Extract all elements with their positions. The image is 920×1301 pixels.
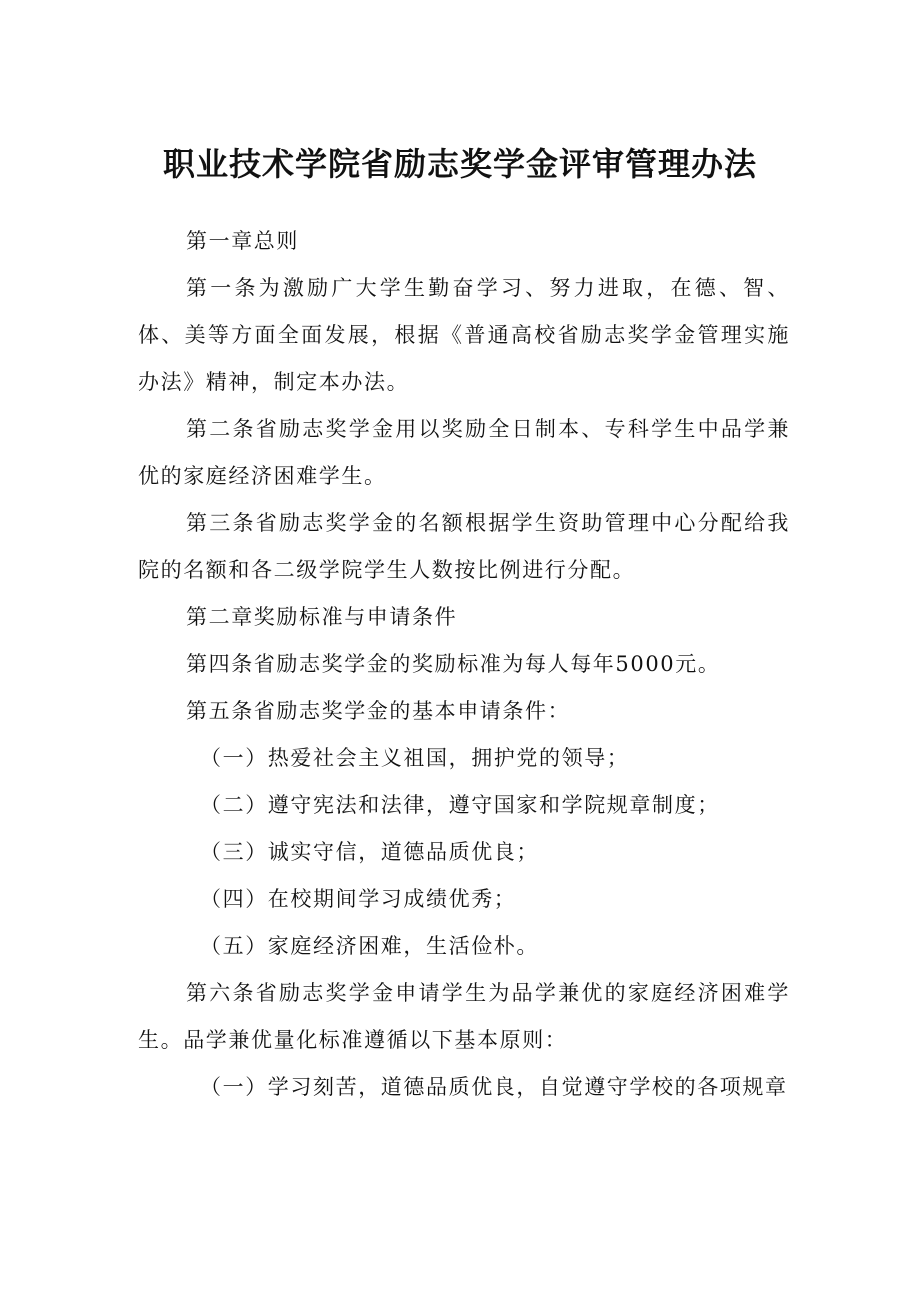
article-2: 第二条省励志奖学金用以奖励全日制本、专科学生中品学兼优的家庭经济困难学生。 [138,417,790,488]
article-6: 第六条省励志奖学金申请学生为品学兼优的家庭经济困难学生。品学兼优量化标准遵循以下基本原则： [138,981,790,1052]
document-body [138,218,790,1111]
list-item: （一）学习刻苦，道德品质优良，自觉遵守学校的各项规章 [200,1075,788,1099]
document-title: 职业技术学院省励志奖学金评审管理办法 [162,145,757,183]
list-item: （四）在校期间学习成绩优秀； [200,887,517,911]
list-item: （二）遵守宪法和法律，遵守国家和学院规章制度； [200,793,720,817]
article-1: 第一条为激励广大学生勤奋学习、努力进取，在德、智、体、美等方面全面发展，根据《普通高校省励志奖学金管理实施办法》精神，制定本办法。 [138,276,790,394]
list-item: （一）热爱社会主义祖国，拥护党的领导； [200,746,630,770]
chapter-heading-2: 第二章奖励标准与申请条件 [186,605,458,629]
article-5: 第五条省励志奖学金的基本申请条件： [186,699,571,723]
list-item: （五）家庭经济困难，生活俭朴。 [200,934,539,958]
list-item: （三）诚实守信，道德品质优良； [200,840,539,864]
article-4: 第四条省励志奖学金的奖励标准为每人每年5000元。 [186,652,721,676]
chapter-heading-1: 第一章总则 [186,229,299,253]
article-3: 第三条省励志奖学金的名额根据学生资助管理中心分配给我院的名额和各二级学院学生人数按比例进行分配。 [138,511,790,582]
